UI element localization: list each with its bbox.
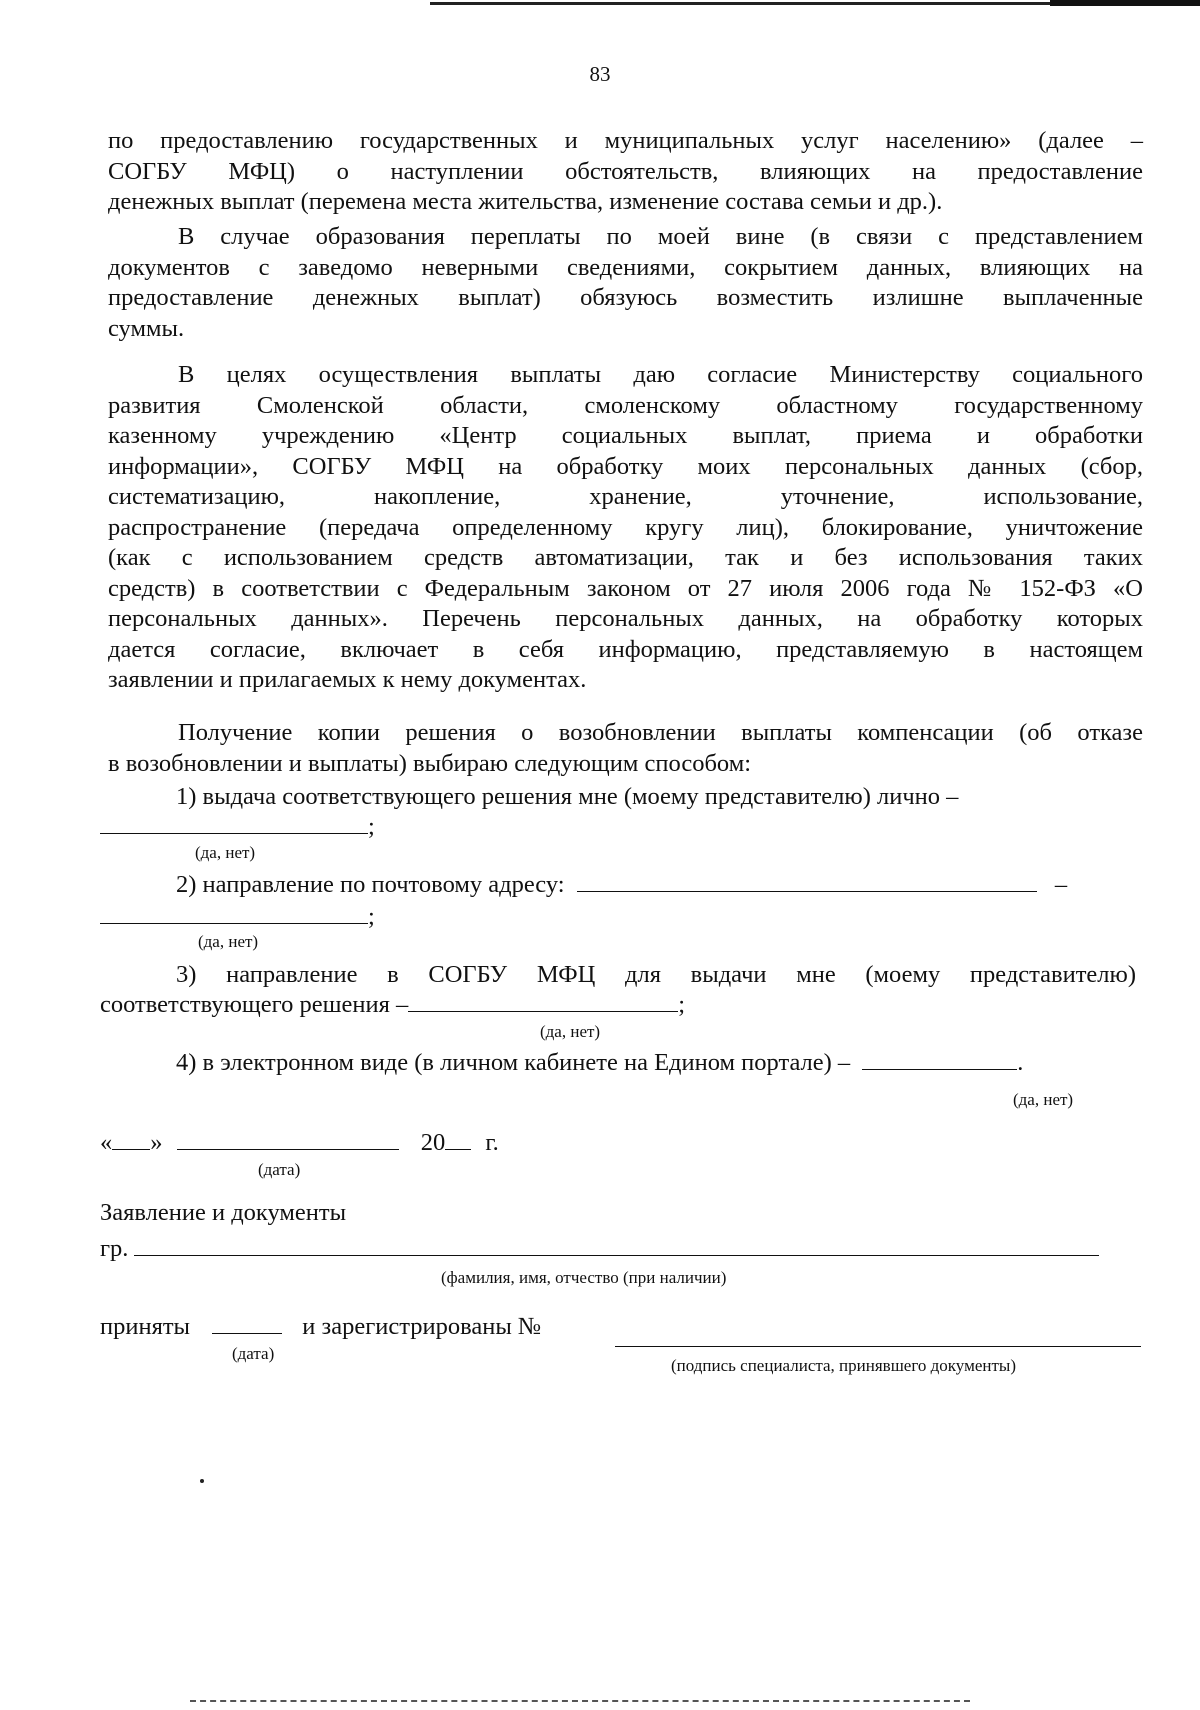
gr-label: гр. — [100, 1235, 129, 1262]
date-line — [100, 1128, 499, 1158]
text-line: В случае образования переплаты по моей вине (в связи с представлением — [178, 223, 1143, 250]
option-3-answer-field[interactable] — [408, 1011, 678, 1012]
text-line: по предоставлению государственных и муниципальных услуг населению» (далее – — [108, 127, 1143, 154]
page-number: 83 — [589, 62, 611, 86]
paragraph-data-consent — [108, 360, 1143, 696]
option-1-answer-field[interactable] — [100, 833, 368, 834]
accepted-date-field[interactable] — [212, 1333, 282, 1334]
text-line: казенному учреждению «Центр социальных выплат, приема и обработки — [108, 422, 1143, 449]
semicolon: ; — [678, 991, 686, 1018]
close-quote: » — [150, 1129, 163, 1156]
text-line: Получение копии решения о возобновлении выплаты компенсации (об отказе — [178, 719, 1143, 746]
option-3-line-1: 3) направление в СОГБУ МФЦ для выдачи мне (моему представителю) — [176, 961, 1136, 988]
text-line: информации», СОГБУ МФЦ на обработку моих персональных данных (сбор, — [108, 452, 1143, 480]
accepted-label: приняты — [100, 1313, 191, 1340]
scan-dot — [200, 1479, 204, 1483]
text-line: документов с заведомо неверными сведениями, сокрытием данных, влияющих на — [108, 253, 1143, 281]
text-line: денежных выплат (перемена места жительства, изменение состава семьи и др.). — [108, 188, 943, 215]
text-line: суммы. — [108, 314, 185, 342]
accepted-date-hint: (дата) — [232, 1344, 275, 1363]
fio-row — [100, 1234, 1099, 1264]
fio-field[interactable] — [134, 1255, 1099, 1256]
text-line: СОГБУ МФЦ) о наступлении обстоятельств, влияющих на предоставление — [108, 157, 1143, 185]
period: . — [1017, 1049, 1024, 1076]
dash: – — [1054, 871, 1068, 898]
option-3-line-2: соответствующего решения – — [100, 991, 409, 1018]
receipt-heading: Заявление и документы — [100, 1199, 347, 1226]
text-line: предоставление денежных выплат) обязуюсь возместить излишне выплаченные — [108, 284, 1143, 311]
postal-address-field[interactable] — [577, 891, 1037, 892]
option-1-in-person: 1) выдача соответствующего решения мне (моему представителю) лично – — [176, 783, 959, 810]
year-prefix: 20 — [420, 1129, 446, 1156]
day-field[interactable] — [112, 1149, 150, 1150]
year-field[interactable] — [445, 1149, 471, 1150]
signature-hint: (подпись специалиста, принявшего документы) — [671, 1356, 1016, 1375]
text-line: развития Смоленской области, смоленскому областному государственному — [108, 391, 1143, 419]
option-1-answer-row — [100, 812, 375, 842]
text-line: систематизацию, накопление, хранение, уточнение, использование, — [108, 483, 1143, 510]
paragraph-obligation-notify — [108, 126, 1143, 218]
option-3-answer-row — [100, 990, 685, 1020]
year-suffix: г. — [485, 1129, 499, 1156]
text-line: средств) в соответствии с Федеральным законом от 27 июля 2006 года № 152-ФЗ «О — [108, 574, 1143, 602]
option-4-answer-field[interactable] — [862, 1069, 1017, 1070]
month-field[interactable] — [177, 1149, 399, 1150]
text-line: дается согласие, включает в себя информацию, представляемую в настоящем — [108, 635, 1143, 663]
hint-yes-no: (да, нет) — [540, 1022, 601, 1041]
option-2-answer-field[interactable] — [100, 923, 368, 924]
text-line: персональных данных». Перечень персональных данных, на обработку которых — [108, 605, 1143, 632]
scan-border-bottom — [190, 1700, 970, 1702]
text-line: В целях осуществления выплаты даю согласие Министерству социального — [178, 361, 1143, 388]
semicolon: ; — [368, 903, 375, 930]
option-2-answer-row — [100, 902, 375, 932]
hint-yes-no: (да, нет) — [195, 843, 256, 862]
fio-hint: (фамилия, имя, отчество (при наличии) — [441, 1268, 727, 1287]
text-line: заявлении и прилагаемых к нему документах. — [108, 666, 587, 693]
scan-border-top-dark — [1050, 0, 1200, 6]
paragraph-overpayment — [108, 222, 1143, 344]
semicolon: ; — [368, 813, 375, 840]
text-line: в возобновлении и выплаты) выбираю следующим способом: — [108, 749, 752, 777]
option-3-mfc — [176, 960, 1136, 990]
text-line: распространение (передача определенному кругу лиц), блокирование, уничтожение — [108, 513, 1143, 541]
option-2-label: 2) направление по почтовому адресу: — [176, 871, 565, 898]
text-line: (как с использованием средств автоматизации, так и без использования таких — [108, 544, 1143, 571]
registered-label: и зарегистрированы № — [302, 1313, 542, 1340]
accepted-row — [100, 1312, 541, 1342]
hint-yes-no: (да, нет) — [198, 932, 259, 951]
open-quote: « — [100, 1129, 113, 1156]
option-2-postal — [176, 870, 1067, 900]
hint-yes-no: (да, нет) — [1013, 1090, 1074, 1109]
option-4-electronic — [176, 1048, 1023, 1078]
signature-field[interactable] — [615, 1346, 1141, 1347]
option-4-label: 4) в электронном виде (в личном кабинете на Едином портале) – — [176, 1049, 851, 1076]
date-hint: (дата) — [258, 1160, 301, 1179]
paragraph-delivery-method — [108, 718, 1143, 779]
